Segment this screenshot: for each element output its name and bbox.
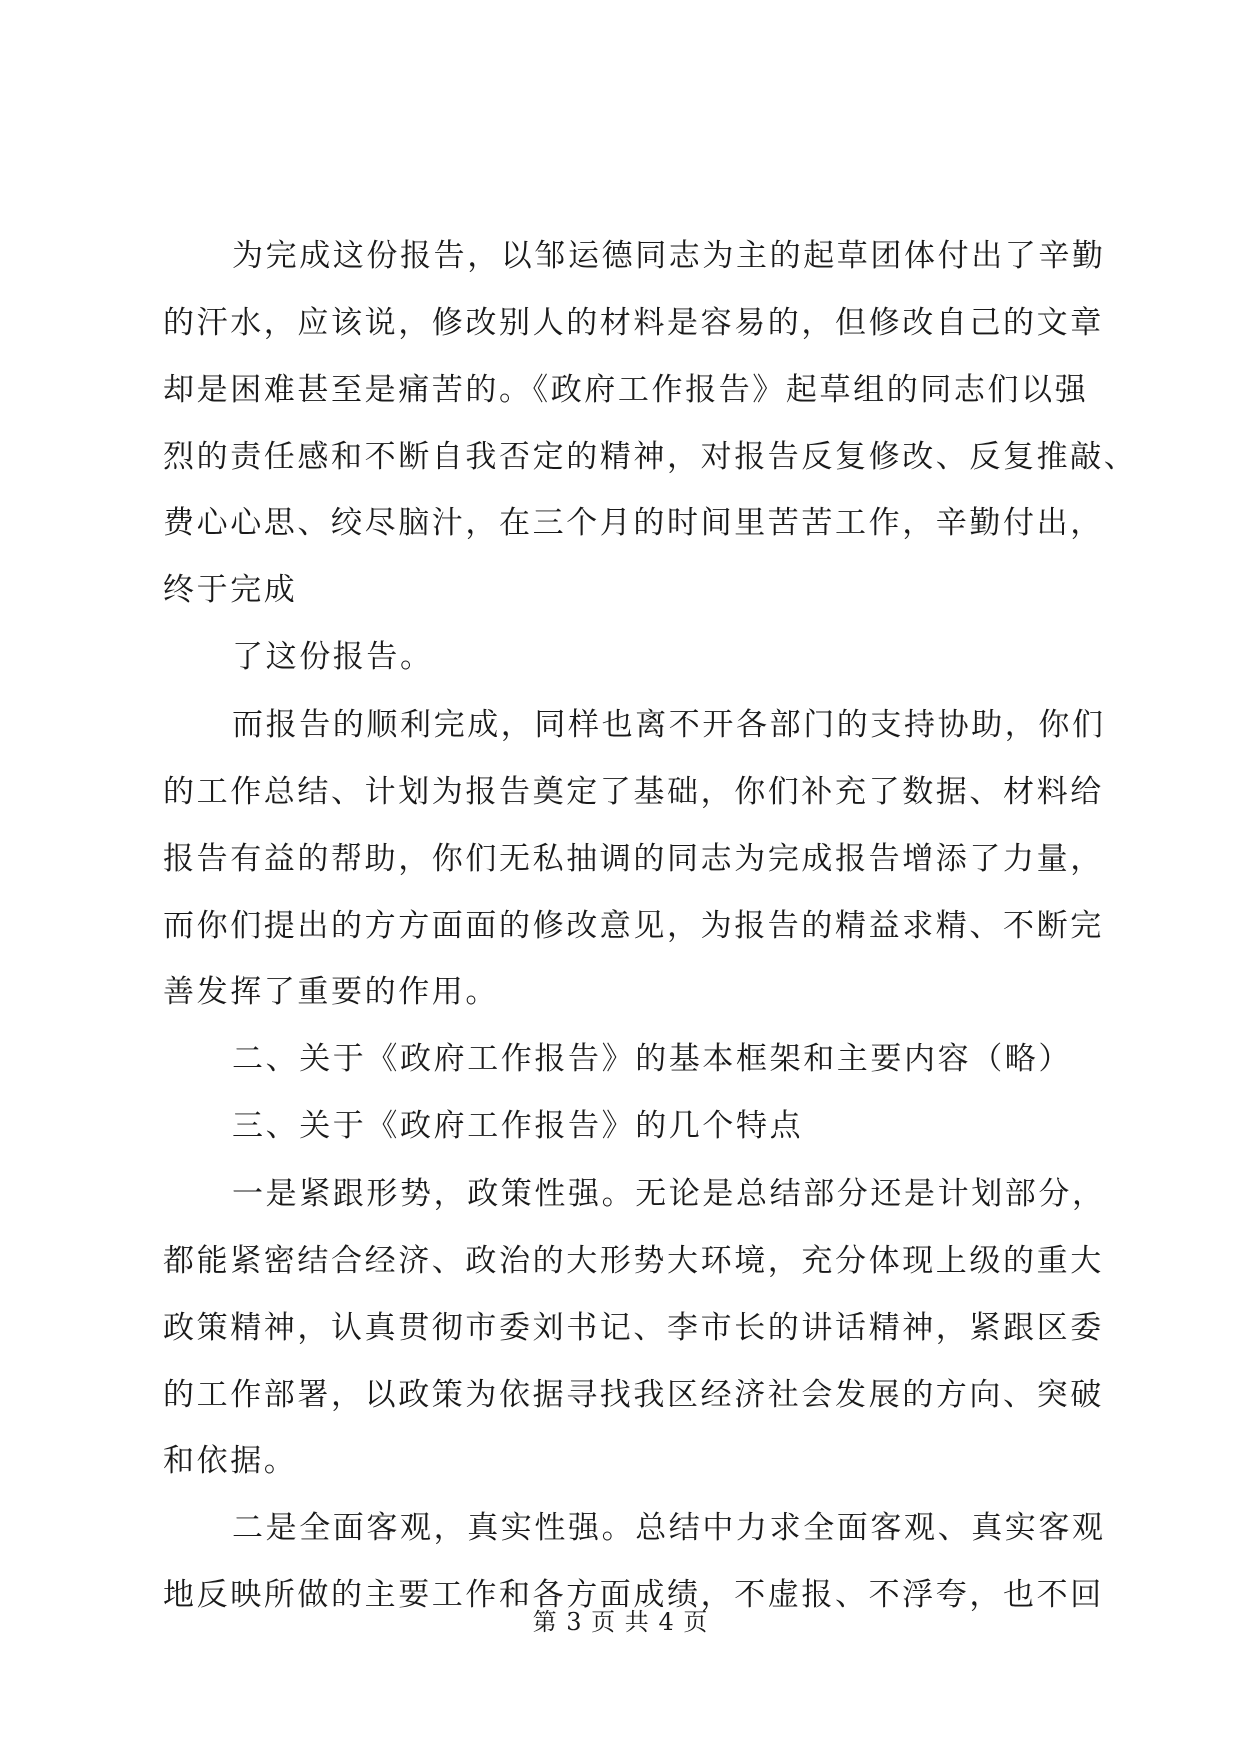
paragraph-line: 了这份报告。	[232, 639, 434, 675]
section-heading: 二、关于《政府工作报告》的基本框架和主要内容（略）	[232, 1041, 1072, 1077]
paragraph-line: 费心心思、绞尽脑汁，在三个月的时间里苦苦工作，辛勤付出，	[163, 505, 1104, 541]
paragraph-line: 而你们提出的方方面面的修改意见，为报告的精益求精、不断完	[163, 908, 1104, 944]
paragraph-line: 的汗水，应该说，修改别人的材料是容易的，但修改自己的文章	[163, 305, 1104, 341]
paragraph-line: 和依据。	[163, 1443, 298, 1479]
paragraph-line: 烈的责任感和不断自我否定的精神，对报告反复修改、反复推敲、	[163, 439, 1138, 475]
paragraph-line: 报告有益的帮助，你们无私抽调的同志为完成报告增添了力量，	[163, 841, 1104, 877]
page-number-footer: 第 3 页 共 4 页	[532, 1608, 709, 1636]
paragraph-line: 政策精神，认真贯彻市委刘书记、李市长的讲话精神，紧跟区委	[163, 1310, 1104, 1346]
paragraph-line: 一是紧跟形势，政策性强。无论是总结部分还是计划部分，	[232, 1176, 1106, 1212]
paragraph-line: 的工作部署，以政策为依据寻找我区经济社会发展的方向、突破	[163, 1377, 1104, 1413]
paragraph-line: 都能紧密结合经济、政治的大形势大环境，充分体现上级的重大	[163, 1243, 1104, 1279]
paragraph-line: 为完成这份报告，以邹运德同志为主的起草团体付出了辛勤	[232, 238, 1106, 274]
paragraph-line: 终于完成	[163, 572, 298, 608]
section-heading: 三、关于《政府工作报告》的几个特点	[232, 1108, 804, 1144]
paragraph-line: 却是困难甚至是痛苦的。《政府工作报告》起草组的同志们以强	[163, 372, 1089, 408]
paragraph-line: 地反映所做的主要工作和各方面成绩，不虚报、不浮夸，也不回	[163, 1577, 1104, 1613]
paragraph-line: 的工作总结、计划为报告奠定了基础，你们补充了数据、材料给	[163, 774, 1104, 810]
paragraph-line: 善发挥了重要的作用。	[163, 974, 499, 1010]
paragraph-line: 而报告的顺利完成，同样也离不开各部门的支持协助，你们	[232, 707, 1106, 743]
paragraph-line: 二是全面客观，真实性强。总结中力求全面客观、真实客观	[232, 1510, 1106, 1546]
